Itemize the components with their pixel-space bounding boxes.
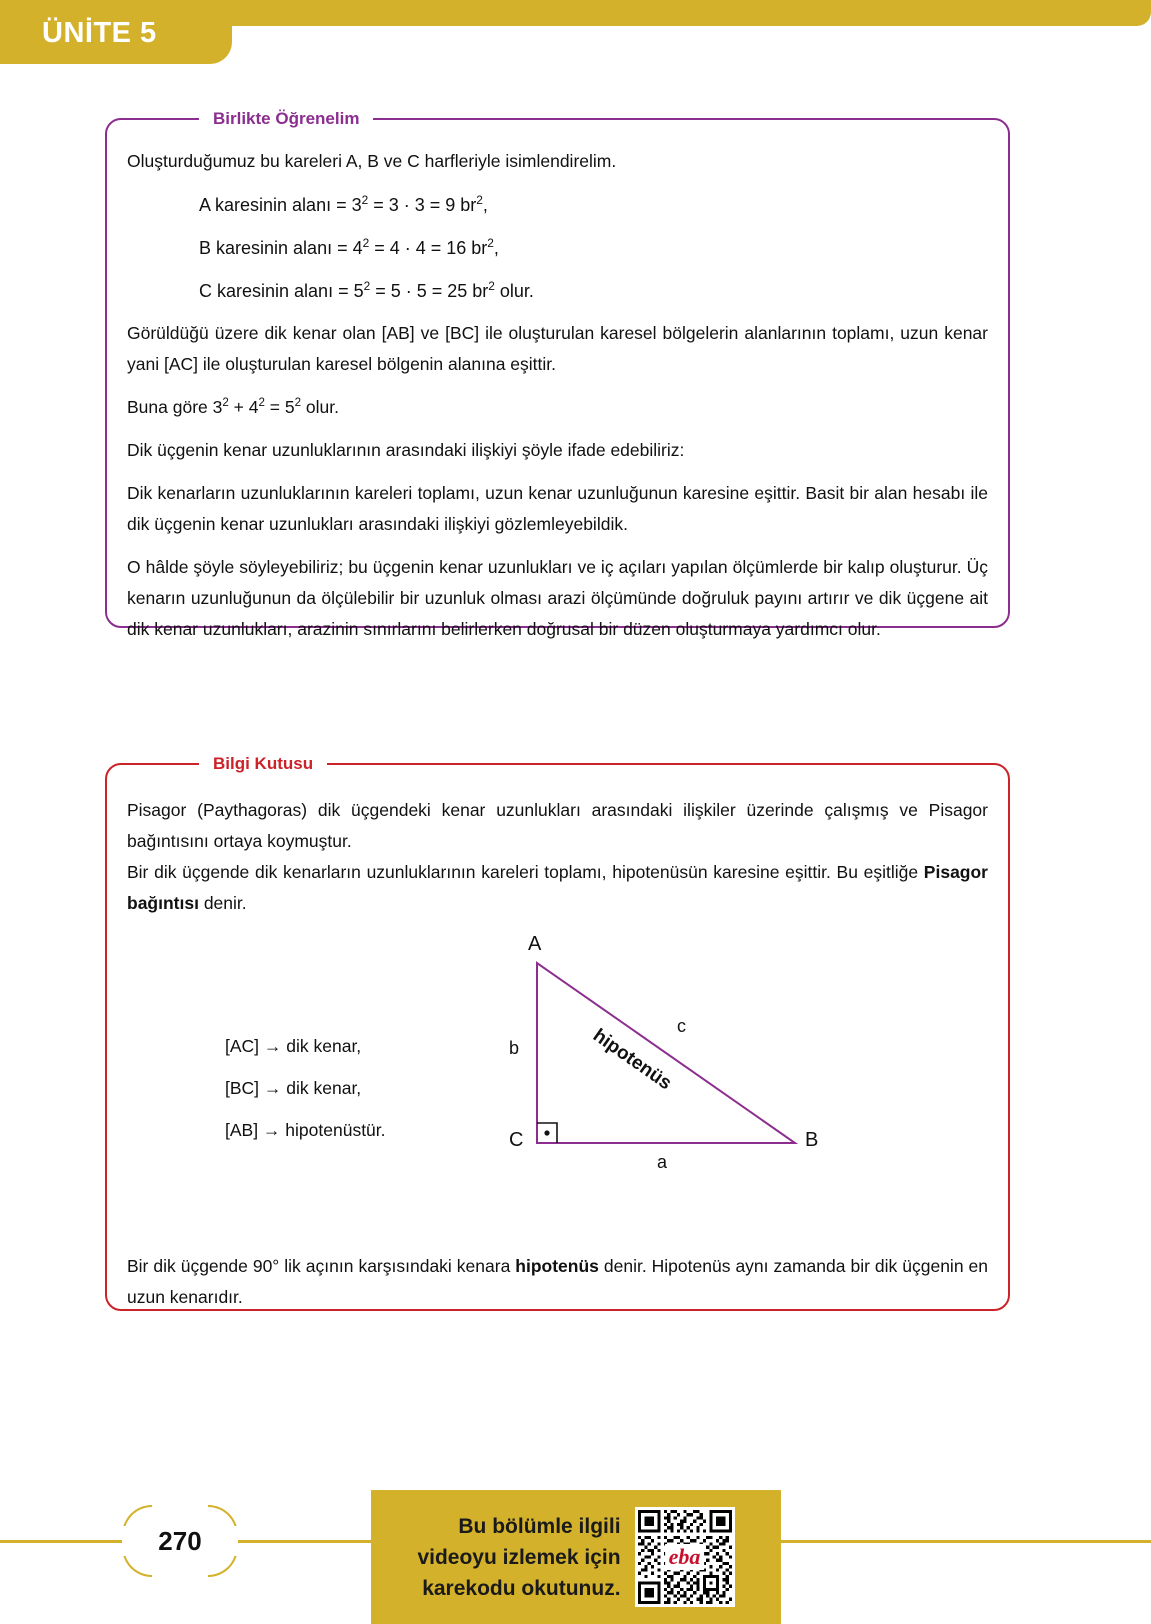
triangle-side-a-label: a: [657, 1152, 668, 1172]
learn-paragraph-4: Dik kenarların uzunluklarının kareleri toplamı, uzun kenar uzunluğunun karesine eşittir. Basit bir alan hesabı ile dik üçgenin kenar uzunlukları arasındaki ilişkiyi gözlemleyebildik.: [127, 483, 988, 534]
bilgi-kutusu-title: Bilgi Kutusu: [199, 753, 327, 775]
birlikte-ogrenelim-box: [105, 109, 1010, 639]
learn-paragraph-3: Dik üçgenin kenar uzunluklarının arasındaki ilişkiyi şöyle ifade edebiliriz:: [127, 440, 685, 460]
info-closing-bold: hipotenüs: [515, 1256, 599, 1276]
eba-logo: eba: [665, 1544, 705, 1570]
learn-paragraph-1: Görüldüğü üzere dik kenar olan [AB] ve [BC] ile oluşturulan karesel bölgelerin alanlarının toplamı, uzun kenar yani [AC] ile oluşturulan karesel bölgenin alanına eşittir.: [127, 323, 988, 374]
page-number: 270: [122, 1526, 238, 1556]
legend-item-ab: [AB] → hipotenüstür.: [225, 1120, 386, 1140]
info-paragraph-2-post: denir.: [198, 893, 247, 913]
legend-item-ac: [AC] → dik kenar,: [225, 1036, 362, 1056]
info-paragraph-2: [127, 857, 988, 919]
info-closing-pre: Bir dik üçgende 90° lik açının karşısındaki kenara: [127, 1256, 516, 1276]
unit-header: [0, 0, 1151, 72]
bilgi-kutusu-box: [105, 754, 1010, 1311]
qr-promo-line-1: Bu bölümle ilgili: [458, 1514, 621, 1538]
triangle-outline: [537, 963, 795, 1143]
qr-promo-line-2: videoyu izlemek için: [417, 1545, 621, 1569]
equation-line-b: B karesinin alanı = $4^2 = 4 \cdot 4 = 16$ $br^2$,: [199, 236, 499, 258]
learn-paragraph-5: O hâlde şöyle söyleyebiliriz; bu üçgenin kenar uzunlukları ve iç açıları yapılan ölçümlerde bir kalıp oluşturur. Üç kenarın uzunluğunun da ölçülebilir bir uzunluk olması arazi ölçümünde doğruluk payını artırır ve dik üçgene ait dik kenar uzunlukları, arazinin sınırlarını belirlerken doğrusal bir düzen oluşturmaya yardımcı olur.: [127, 557, 988, 639]
qr-promo-panel: [371, 1490, 781, 1624]
triangle-vertex-b-label: B: [805, 1129, 819, 1151]
birlikte-ogrenelim-title: Birlikte Öğrenelim: [199, 108, 373, 130]
pythagoras-figure: [127, 933, 988, 1233]
info-closing-paragraph: [127, 1251, 988, 1313]
qr-promo-line-3: karekodu okutunuz.: [422, 1576, 621, 1600]
triangle-vertex-c-label: C: [509, 1129, 524, 1151]
right-triangle-diagram: [497, 933, 877, 1193]
legend-item-bc: [BC] → dik kenar,: [225, 1078, 362, 1098]
triangle-side-b-label: b: [509, 1038, 520, 1058]
birlikte-ogrenelim-body: [107, 120, 1008, 663]
qr-code[interactable]: [635, 1507, 735, 1607]
page-footer: [0, 1490, 1151, 1624]
learn-paragraph-2: Buna göre $3^2 + 4^2 = 5^2$ olur.: [127, 397, 339, 417]
equation-line-a: A karesinin alanı = $3^2 = 3 \cdot 3 = 9$ $br^2$,: [199, 193, 488, 215]
hypotenuse-label: hipotenüs: [588, 1025, 676, 1095]
triangle-svg: [497, 933, 877, 1193]
qr-promo-text: [417, 1511, 620, 1604]
triangle-legend: [225, 1025, 386, 1151]
right-angle-dot-icon: [544, 1130, 549, 1135]
equation-line-c: C karesinin alanı = $5^2 = 5 \cdot 5 = 25$ $br^2$ olur.: [199, 279, 534, 301]
info-paragraph-2-bold: Pisagor bağıntısı: [127, 862, 988, 913]
bilgi-kutusu-body: [107, 765, 1008, 1331]
info-paragraph-2-pre: Bir dik üçgende dik kenarların uzunluklarının kareleri toplamı, hipotenüsün karesine eşittir. Bu eşitliğe: [127, 862, 924, 882]
learn-intro-text: Oluşturduğumuz bu kareleri A, B ve C harfleriyle isimlendirelim.: [127, 151, 617, 171]
info-closing-post: denir. Hipotenüs aynı zamanda bir dik üçgenin en uzun kenarıdır.: [127, 1256, 988, 1307]
info-paragraph-1: Pisagor (Paythagoras) dik üçgendeki kenar uzunlukları arasındaki ilişkiler üzerinde çalışmış ve Pisagor bağıntısını ortaya koymuştur.: [127, 800, 988, 851]
triangle-vertex-a-label: A: [528, 933, 542, 955]
unit-title: ÜNİTE 5: [42, 17, 157, 49]
triangle-side-c-label: c: [677, 1016, 686, 1036]
